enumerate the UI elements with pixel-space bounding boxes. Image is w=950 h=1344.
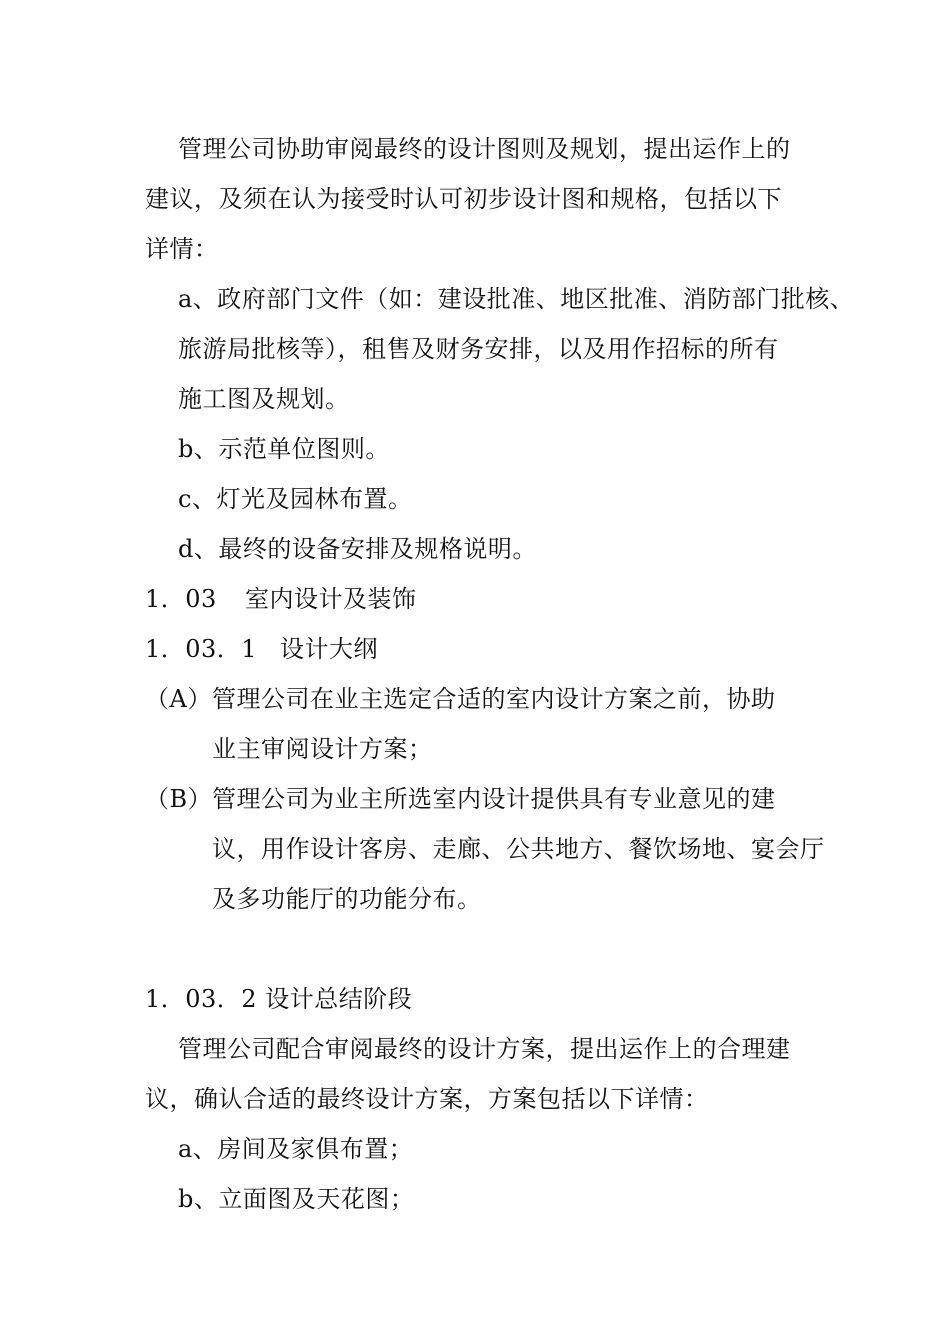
section-title: 设计大纲 bbox=[280, 635, 378, 663]
list-item-a-line-2: 旅游局批核等），租售及财务安排，以及用作招标的所有 bbox=[178, 335, 779, 363]
list-item-a-line-3: 施工图及规划。 bbox=[178, 385, 350, 413]
section-heading-1-03 bbox=[145, 584, 417, 614]
section-heading-1-03-2: 1．03．2 设计总结阶段 bbox=[145, 985, 413, 1013]
section-title: 室内设计及装饰 bbox=[245, 585, 417, 613]
list-item-d: d、最终的设备安排及规格说明。 bbox=[178, 535, 537, 563]
item-a-line-1: 管理公司在业主选定合适的室内设计方案之前，协助 bbox=[212, 685, 776, 713]
item-b-line-1: 管理公司为业主所选室内设计提供具有专业意见的建 bbox=[212, 785, 776, 813]
section-heading-1-03-1 bbox=[145, 634, 378, 664]
item-a-label: （A） bbox=[145, 685, 212, 713]
item-b-label: （B） bbox=[145, 785, 213, 813]
paragraph-1-line-3: 详情： bbox=[145, 235, 219, 263]
section-number: 1．03 bbox=[145, 585, 217, 613]
item-a-line-2: 业主审阅设计方案； bbox=[212, 735, 433, 763]
paragraph-1-line-2: 建议，及须在认为接受时认可初步设计图和规格，包括以下 bbox=[145, 185, 782, 213]
list-2-item-b: b、立面图及天花图； bbox=[178, 1185, 415, 1213]
item-b-line-3: 及多功能厅的功能分布。 bbox=[212, 885, 482, 913]
section-number: 1．03．1 bbox=[145, 635, 258, 663]
paragraph-1-line-1: 管理公司协助审阅最终的设计图则及规划，提出运作上的 bbox=[178, 135, 791, 163]
list-item-a-line-1: a、政府部门文件（如：建设批准、地区批准、消防部门批核、 bbox=[178, 285, 855, 313]
list-item-b: b、示范单位图则。 bbox=[178, 435, 390, 463]
item-b-line-2: 议，用作设计客房、走廊、公共地方、餐饮场地、宴会厅 bbox=[212, 835, 825, 863]
paragraph-2-line-1: 管理公司配合审阅最终的设计方案，提出运作上的合理建 bbox=[178, 1035, 791, 1063]
list-2-item-a: a、房间及家俱布置； bbox=[178, 1135, 414, 1163]
list-item-c: c、灯光及园林布置。 bbox=[178, 485, 413, 513]
paragraph-2-line-2: 议，确认合适的最终设计方案，方案包括以下详情： bbox=[145, 1085, 709, 1113]
